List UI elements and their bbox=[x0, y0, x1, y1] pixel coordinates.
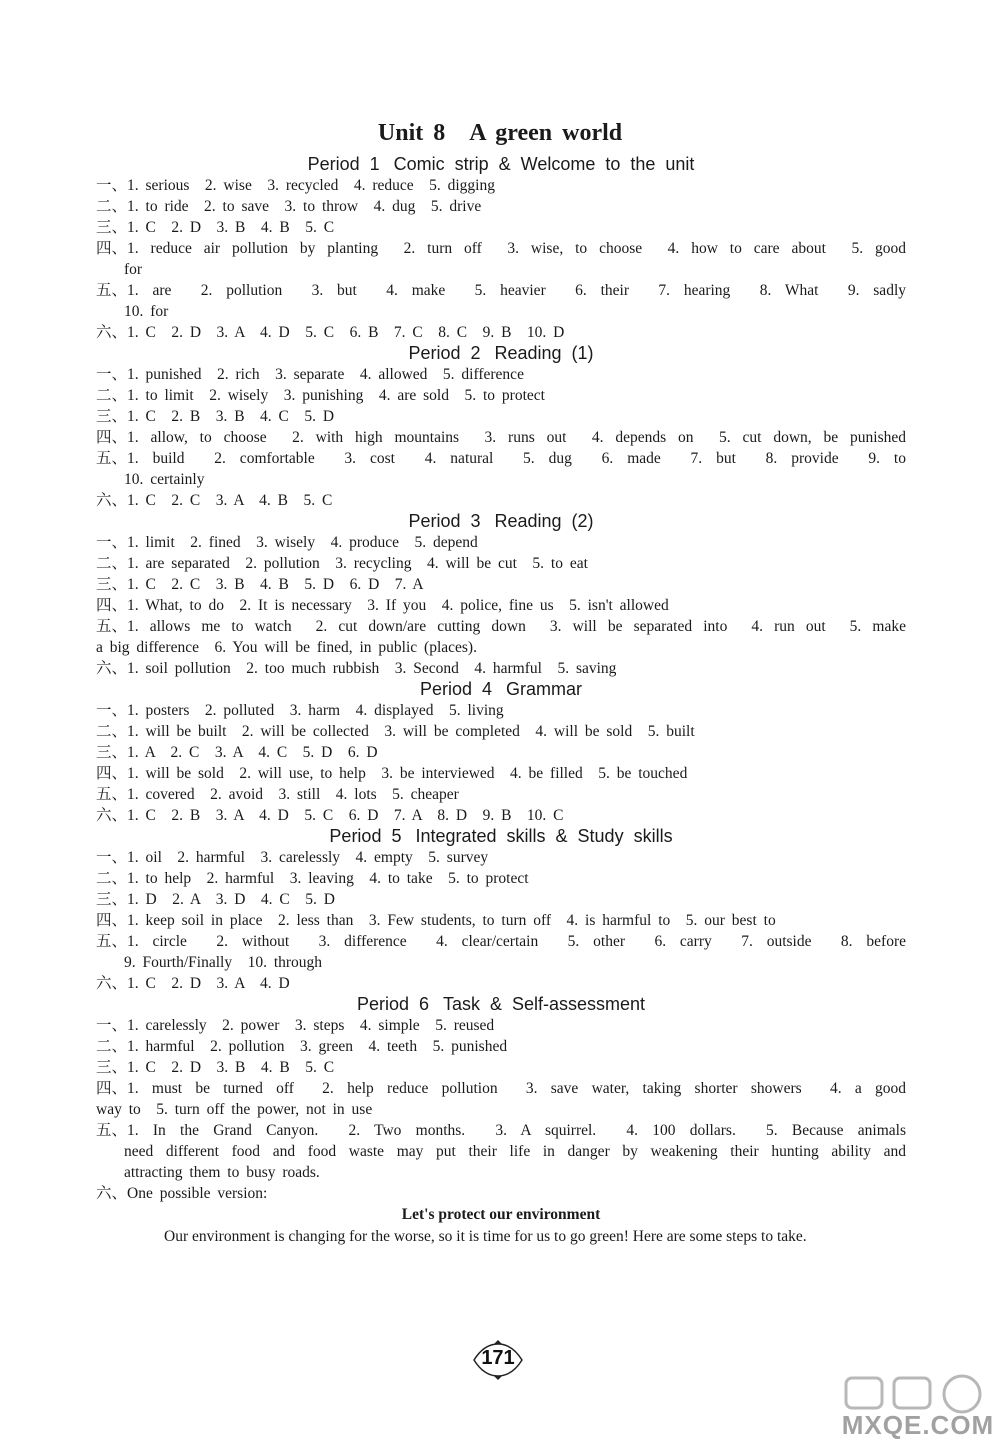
answer-text: 1. will be built 2. will be collected 3. will be completed 4. will be sold 5. built bbox=[127, 723, 695, 740]
answer-text: 1. C 2. D 3. B 4. B 5. C bbox=[127, 1059, 335, 1076]
answer-text: 1. will be sold 2. will use, to help 3. be interviewed 4. be filled 5. be touched bbox=[127, 765, 688, 782]
essay-title: Let's protect our environment bbox=[401, 1206, 601, 1223]
answer-line bbox=[96, 700, 906, 721]
answer-text: 1. to limit 2. wisely 3. punishing 4. are sold 5. to protect bbox=[127, 387, 545, 404]
answer-line bbox=[96, 469, 906, 490]
answer-line bbox=[96, 490, 906, 511]
answer-line bbox=[96, 658, 906, 679]
answer-line bbox=[96, 1183, 906, 1204]
section-marker: 三、 bbox=[96, 1059, 128, 1076]
answer-line bbox=[96, 238, 906, 259]
answer-line bbox=[96, 427, 906, 448]
section-marker: 四、 bbox=[96, 240, 128, 257]
answer-text: 9. Fourth/Finally 10. through bbox=[124, 954, 323, 971]
answer-line bbox=[96, 1120, 906, 1141]
period-title: Reading (1) bbox=[494, 343, 594, 363]
section-marker: 三、 bbox=[96, 744, 128, 761]
section-marker: 一、 bbox=[96, 177, 128, 194]
answer-line bbox=[96, 889, 906, 910]
period-number: Period 4 bbox=[419, 679, 493, 699]
answer-text: attracting them to busy roads. bbox=[124, 1164, 320, 1181]
answer-text: way to 5. turn off the power, not in use bbox=[96, 1101, 373, 1118]
answer-line bbox=[96, 301, 906, 322]
section-marker: 五、 bbox=[96, 282, 128, 299]
section-marker: 一、 bbox=[96, 534, 128, 551]
section-marker: 二、 bbox=[96, 555, 128, 572]
period-heading bbox=[96, 343, 906, 364]
section-marker: 四、 bbox=[96, 765, 128, 782]
answer-text: 1. D 2. A 3. D 4. C 5. D bbox=[127, 891, 335, 908]
period-heading bbox=[96, 154, 906, 175]
answer-line bbox=[96, 595, 906, 616]
period-title: Integrated skills & Study skills bbox=[415, 826, 673, 846]
answer-text: 1. C 2. C 3. A 4. B 5. C bbox=[127, 492, 333, 509]
section-marker: 五、 bbox=[96, 933, 128, 950]
page-number: 171 bbox=[481, 1347, 515, 1369]
answer-text: a big difference 6. You will be fined, in public (places). bbox=[96, 639, 477, 656]
section-marker: 二、 bbox=[96, 723, 128, 740]
answer-line bbox=[96, 973, 906, 994]
answer-text: 1. to ride 2. to save 3. to throw 4. dug 5. drive bbox=[127, 198, 482, 215]
section-marker: 一、 bbox=[96, 702, 128, 719]
period-heading bbox=[96, 994, 906, 1015]
section-marker: 四、 bbox=[96, 912, 128, 929]
section-marker: 六、 bbox=[96, 807, 128, 824]
period-title: Task & Self-assessment bbox=[442, 994, 646, 1014]
answer-line bbox=[96, 910, 906, 931]
answer-line bbox=[96, 1036, 906, 1057]
answer-text: 1. covered 2. avoid 3. still 4. lots 5. cheaper bbox=[127, 786, 459, 803]
answer-text: 1. In the Grand Canyon. 2. Two months. 3. A squirrel. 4. 100 dollars. 5. Because animals bbox=[127, 1122, 906, 1139]
answer-line bbox=[96, 322, 906, 343]
answer-line bbox=[96, 280, 906, 301]
answer-line bbox=[96, 175, 906, 196]
answer-text: for bbox=[124, 261, 143, 278]
answer-text: 1. What, to do 2. It is necessary 3. If you 4. police, fine us 5. isn't allowed bbox=[127, 597, 669, 614]
answer-line bbox=[96, 406, 906, 427]
period-number: Period 3 bbox=[408, 511, 481, 531]
period-heading bbox=[96, 511, 906, 532]
answer-text: 1. C 2. C 3. B 4. B 5. D 6. D 7. A bbox=[127, 576, 424, 593]
answer-line bbox=[96, 784, 906, 805]
section-marker: 一、 bbox=[96, 366, 128, 383]
answer-line bbox=[96, 637, 906, 658]
answer-line bbox=[96, 217, 906, 238]
answer-line bbox=[96, 1015, 906, 1036]
answer-text: One possible version: bbox=[127, 1185, 268, 1202]
page-number-badge bbox=[470, 1340, 526, 1380]
answer-text: need different food and food waste may put their life in danger by weakening their hunting ability and bbox=[124, 1143, 906, 1160]
period-number: Period 6 bbox=[356, 994, 429, 1014]
answer-line bbox=[96, 952, 906, 973]
answer-line bbox=[96, 448, 906, 469]
section-marker: 三、 bbox=[96, 891, 128, 908]
section-marker: 二、 bbox=[96, 870, 128, 887]
answer-line bbox=[96, 364, 906, 385]
answer-text: 1. posters 2. polluted 3. harm 4. displayed 5. living bbox=[127, 702, 504, 719]
answer-text: 1. serious 2. wise 3. recycled 4. reduce 5. digging bbox=[127, 177, 495, 194]
answer-line bbox=[96, 763, 906, 784]
answer-line bbox=[96, 1078, 906, 1099]
answer-line bbox=[96, 868, 906, 889]
answer-text: 1. to help 2. harmful 3. leaving 4. to take 5. to protect bbox=[127, 870, 529, 887]
answer-text: 1. C 2. B 3. A 4. D 5. C 6. D 7. A 8. D 9. B 10. C bbox=[127, 807, 564, 824]
section-marker: 三、 bbox=[96, 408, 128, 425]
answer-line bbox=[96, 553, 906, 574]
section-marker: 五、 bbox=[96, 450, 128, 467]
answer-line bbox=[96, 574, 906, 595]
section-marker: 六、 bbox=[96, 1185, 128, 1202]
section-marker: 六、 bbox=[96, 660, 128, 677]
essay-text: Our environment is changing for the worse, so it is time for us to go green! Here are some steps to take. bbox=[164, 1228, 807, 1245]
section-marker: 五、 bbox=[96, 786, 128, 803]
section-marker: 六、 bbox=[96, 324, 128, 341]
answer-text: 1. must be turned off 2. help reduce pollution 3. save water, taking shorter showers 4. a good bbox=[127, 1080, 906, 1097]
answer-line bbox=[96, 1099, 906, 1120]
answer-text: 1. oil 2. harmful 3. carelessly 4. empty 5. survey bbox=[127, 849, 489, 866]
answer-line bbox=[96, 1141, 906, 1162]
section-marker: 五、 bbox=[96, 1122, 128, 1139]
answer-text: 1. are separated 2. pollution 3. recycling 4. will be cut 5. to eat bbox=[127, 555, 588, 572]
answer-text: 1. reduce air pollution by planting 2. turn off 3. wise, to choose 4. how to care about 5. good bbox=[127, 240, 906, 257]
answer-text: 1. C 2. B 3. B 4. C 5. D bbox=[127, 408, 335, 425]
answer-text: 1. harmful 2. pollution 3. green 4. teeth 5. punished bbox=[127, 1038, 508, 1055]
answer-text: 1. keep soil in place 2. less than 3. Few students, to turn off 4. is harmful to 5. our best to bbox=[127, 912, 776, 929]
answer-line bbox=[96, 532, 906, 553]
section-marker: 二、 bbox=[96, 1038, 128, 1055]
answer-text: 1. circle 2. without 3. difference 4. clear/certain 5. other 6. carry 7. outside 8. before bbox=[127, 933, 906, 950]
answer-line bbox=[96, 847, 906, 868]
period-number: Period 1 bbox=[307, 154, 380, 174]
answer-line bbox=[96, 721, 906, 742]
answer-text: 1. C 2. D 3. A 4. D bbox=[127, 975, 290, 992]
answer-text: 10. certainly bbox=[124, 471, 205, 488]
answer-line bbox=[96, 1162, 906, 1183]
period-title: Grammar bbox=[506, 679, 583, 699]
answer-line bbox=[96, 1057, 906, 1078]
answer-text: 1. C 2. D 3. B 4. B 5. C bbox=[127, 219, 335, 236]
period-title: Comic strip & Welcome to the unit bbox=[393, 154, 695, 174]
answer-line bbox=[96, 931, 906, 952]
answer-text: 1. are 2. pollution 3. but 4. make 5. heavier 6. their 7. hearing 8. What 9. sadly bbox=[127, 282, 906, 299]
period-number: Period 2 bbox=[408, 343, 481, 363]
section-marker: 五、 bbox=[96, 618, 128, 635]
answer-content bbox=[96, 154, 906, 1248]
answer-text: 10. for bbox=[124, 303, 169, 320]
section-marker: 六、 bbox=[96, 492, 128, 509]
section-marker: 二、 bbox=[96, 387, 128, 404]
section-marker: 三、 bbox=[96, 219, 128, 236]
section-marker: 一、 bbox=[96, 1017, 128, 1034]
period-title: Reading (2) bbox=[494, 511, 594, 531]
answer-text: 1. allows me to watch 2. cut down/are cutting down 3. will be separated into 4. run out 5. make bbox=[127, 618, 906, 635]
answer-text: 1. C 2. D 3. A 4. D 5. C 6. B 7. C 8. C 9. B 10. D bbox=[127, 324, 565, 341]
period-heading bbox=[96, 679, 906, 700]
answer-text: 1. A 2. C 3. A 4. C 5. D 6. D bbox=[127, 744, 378, 761]
period-number: Period 5 bbox=[329, 826, 402, 846]
section-marker: 一、 bbox=[96, 849, 128, 866]
unit-title: Unit 8 A green world bbox=[377, 120, 623, 146]
period-heading bbox=[96, 826, 906, 847]
answer-text: 1. punished 2. rich 3. separate 4. allowed 5. difference bbox=[127, 366, 524, 383]
answer-text: 1. soil pollution 2. too much rubbish 3. Second 4. harmful 5. saving bbox=[127, 660, 617, 677]
section-marker: 四、 bbox=[96, 597, 128, 614]
section-marker: 四、 bbox=[96, 429, 128, 446]
answer-line bbox=[96, 259, 906, 280]
answer-text: 1. limit 2. fined 3. wisely 4. produce 5. depend bbox=[127, 534, 478, 551]
answer-line bbox=[96, 385, 906, 406]
answer-text: 1. build 2. comfortable 3. cost 4. natural 5. dug 6. made 7. but 8. provide 9. to bbox=[127, 450, 906, 467]
section-marker: 三、 bbox=[96, 576, 128, 593]
answer-line bbox=[96, 616, 906, 637]
section-marker: 二、 bbox=[96, 198, 128, 215]
answer-line bbox=[96, 196, 906, 217]
answer-line bbox=[96, 805, 906, 826]
watermark-url: MXQE.COM bbox=[841, 1410, 995, 1440]
section-marker: 四、 bbox=[96, 1080, 128, 1097]
answer-text: 1. allow, to choose 2. with high mountains 3. runs out 4. depends on 5. cut down, be punished bbox=[127, 429, 906, 446]
answer-text: 1. carelessly 2. power 3. steps 4. simple 5. reused bbox=[127, 1017, 495, 1034]
answer-line bbox=[96, 742, 906, 763]
section-marker: 六、 bbox=[96, 975, 128, 992]
